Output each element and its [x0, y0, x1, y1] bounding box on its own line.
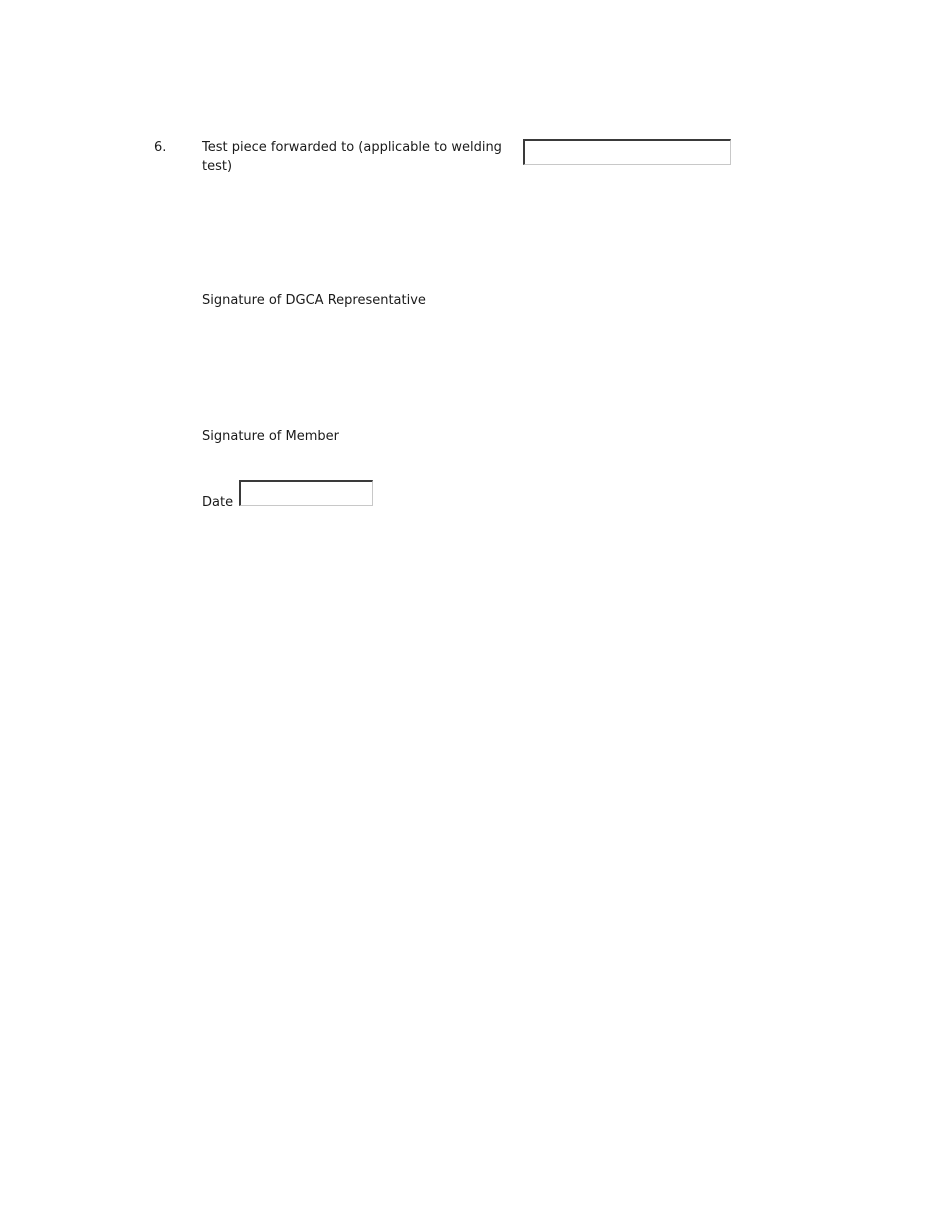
dgca-signature-label: Signature of DGCA Representative [202, 293, 426, 308]
test-piece-label: Test piece forwarded to (applicable to welding test) [202, 140, 502, 174]
test-piece-forwarded-field[interactable] [523, 139, 731, 165]
member-signature-label: Signature of Member [202, 429, 339, 444]
date-field[interactable] [239, 480, 373, 506]
date-label: Date [202, 495, 234, 510]
item-number: 6. [154, 140, 167, 155]
